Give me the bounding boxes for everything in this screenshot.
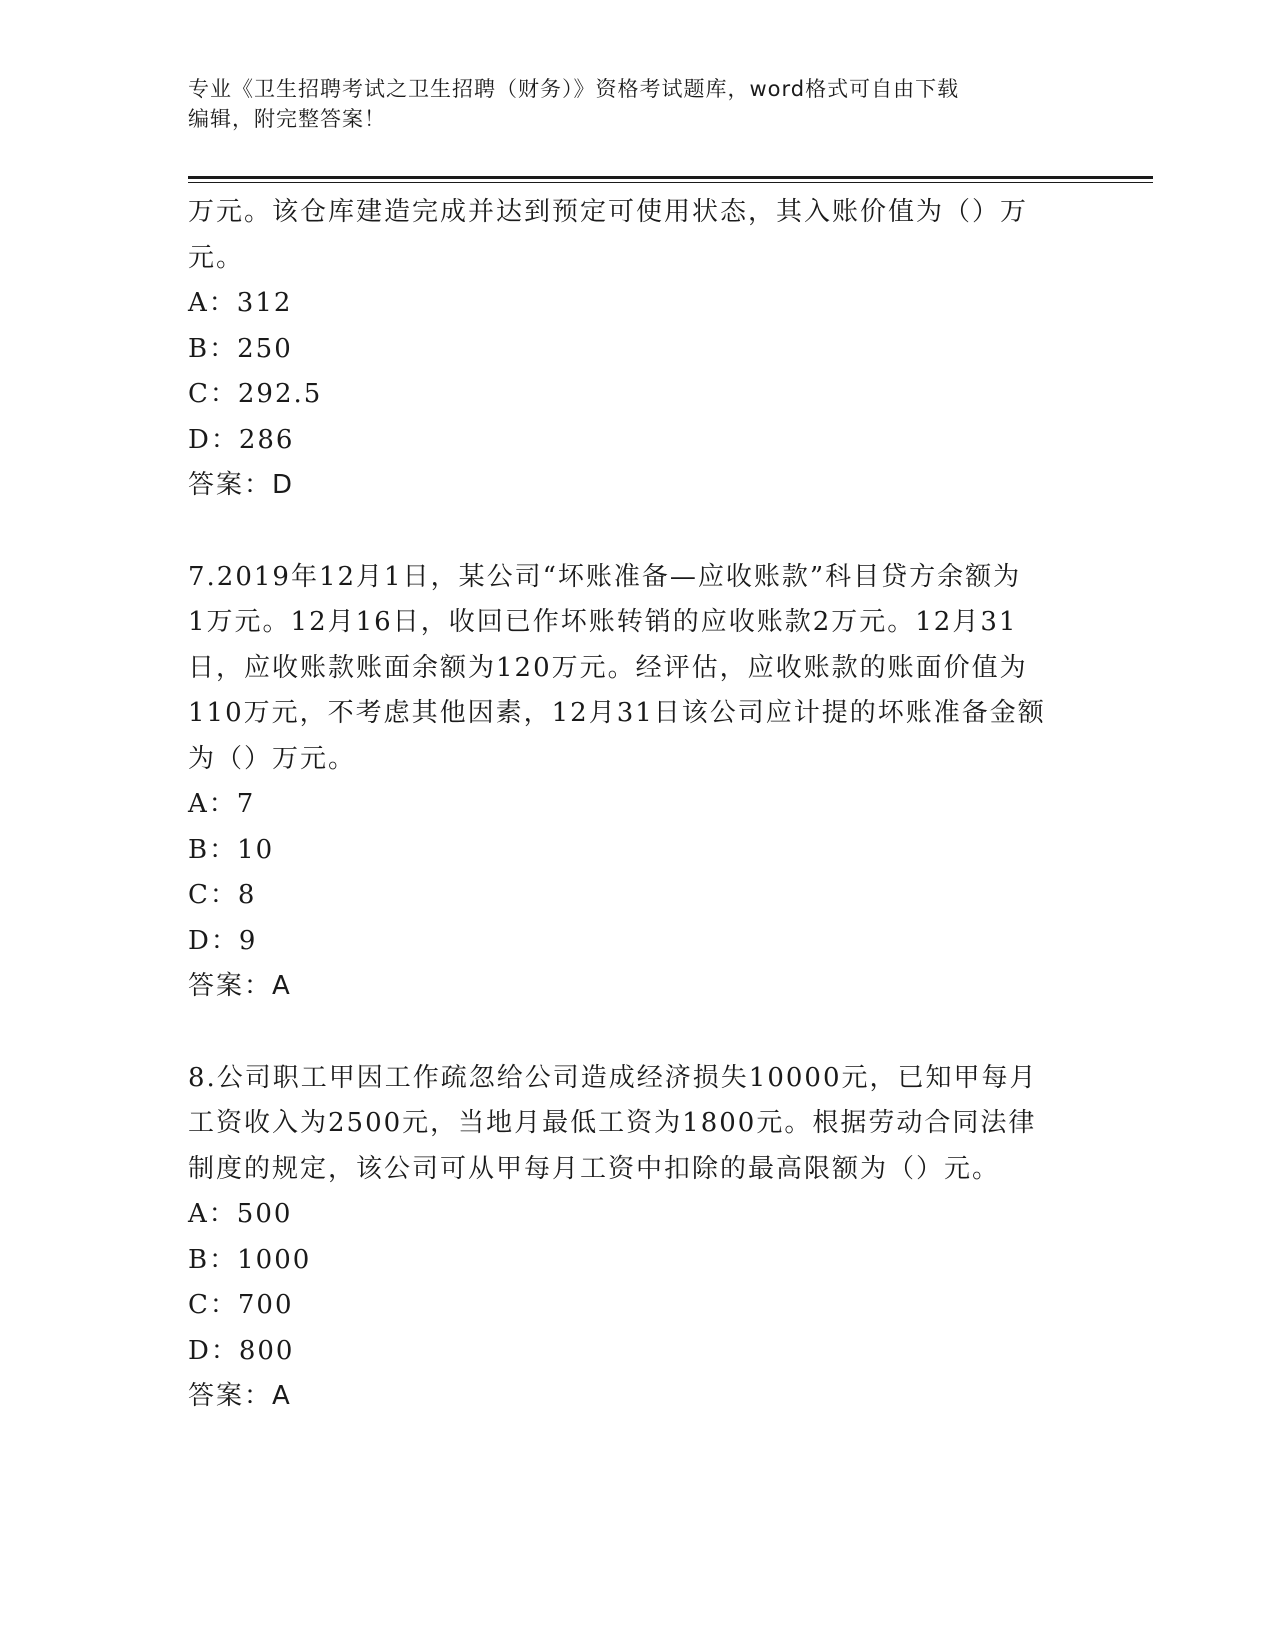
question-8-option-c: C：700 [188, 1290, 294, 1320]
header-line-2: 编辑，附完整答案！ [188, 107, 386, 131]
question-6-answer: 答案：D [188, 470, 295, 500]
question-7-stem-line-1: 7.2019年12月1日，某公司“坏账准备—应收账款”科目贷方余额为 [188, 561, 1022, 592]
question-6 [188, 190, 1088, 509]
question-7-stem-line-2: 1万元。12月16日，收回已作坏账转销的应收账款2万元。12月31 [188, 607, 1018, 637]
question-8-option-a: A：500 [188, 1199, 293, 1229]
question-6-option-b: B：250 [188, 333, 293, 364]
question-8-option-d: D：800 [188, 1335, 295, 1366]
question-7-stem-line-3: 日，应收账款账面余额为120万元。经评估，应收账款的账面价值为 [188, 652, 1028, 683]
question-6-option-c: C：292.5 [188, 379, 323, 409]
question-6-option-d: D：286 [188, 424, 295, 455]
question-7-option-d: D：9 [188, 925, 258, 956]
question-7-stem-line-4: 110万元，不考虑其他因素，12月31日该公司应计提的坏账准备金额 [188, 698, 1046, 728]
question-7-stem-line-5: 为（）万元。 [188, 743, 357, 774]
question-8-option-b: B：1000 [188, 1244, 312, 1275]
question-8-stem-line-2: 工资收入为2500元，当地月最低工资为1800元。根据劳动合同法律 [188, 1108, 1037, 1138]
header-rule-thick [188, 176, 1153, 179]
spacer [188, 1010, 1088, 1056]
question-8-stem-line-3: 制度的规定，该公司可从甲每月工资中扣除的最高限额为（）元。 [188, 1153, 1001, 1184]
question-7-option-b: B：10 [188, 834, 275, 865]
spacer [188, 509, 1088, 555]
header-line-1: 专业《卫生招聘考试之卫生招聘（财务）》资格考试题库，word格式可自由下载 [188, 77, 960, 101]
question-6-stem-line-2: 元。 [188, 242, 245, 273]
question-8-answer: 答案：A [188, 1381, 292, 1411]
question-7-option-a: A：7 [188, 789, 256, 819]
question-6-option-a: A：312 [188, 288, 293, 318]
header-rule-thin [188, 182, 1153, 183]
document-body [188, 190, 1088, 1420]
document-header [188, 74, 1068, 134]
question-8 [188, 1056, 1088, 1420]
question-6-stem-line-1: 万元。该仓库建造完成并达到预定可使用状态，其入账价值为（）万 [188, 197, 1029, 227]
question-7 [188, 555, 1088, 1010]
question-7-option-c: C：8 [188, 880, 257, 910]
question-7-answer: 答案：A [188, 971, 292, 1001]
question-8-stem-line-1: 8.公司职工甲因工作疏忽给公司造成经济损失10000元，已知甲每月 [188, 1062, 1038, 1093]
